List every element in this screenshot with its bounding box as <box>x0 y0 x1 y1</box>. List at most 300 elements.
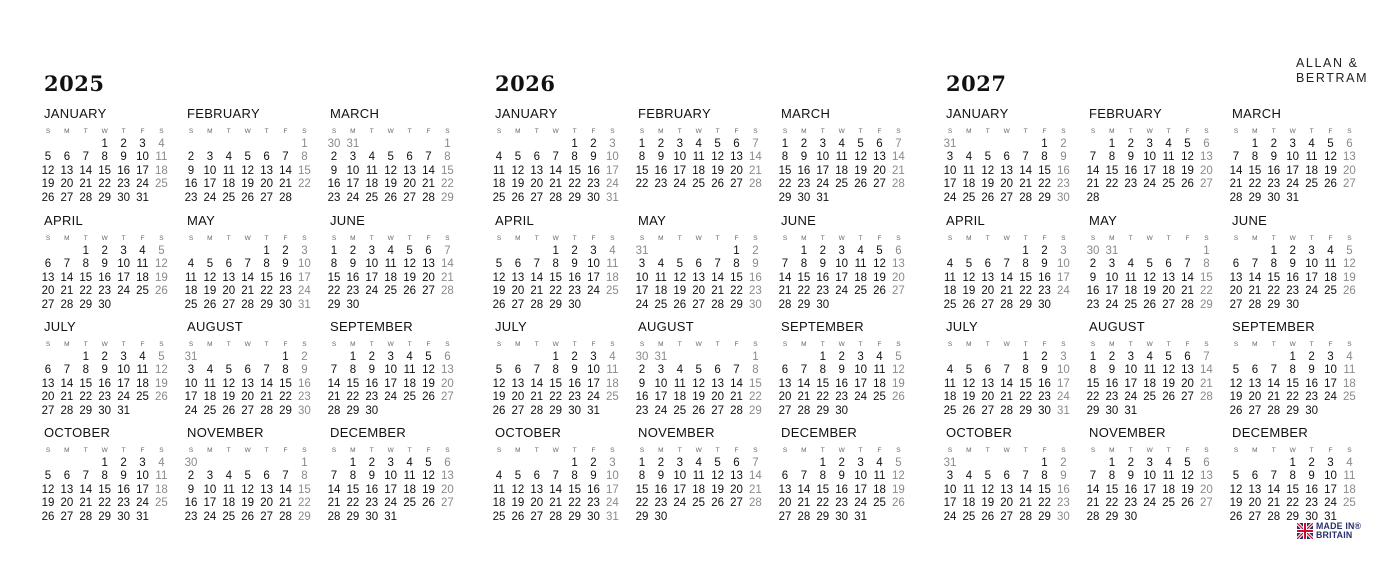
day-cell: 5 <box>495 258 503 271</box>
day-cell: 19 <box>1229 497 1243 510</box>
day-cell: 15 <box>346 483 360 496</box>
day-cell: 20 <box>41 285 55 298</box>
weekday-initial: S <box>445 341 450 348</box>
day-cell: 20 <box>711 391 724 404</box>
month-name: MARCH <box>1232 106 1282 121</box>
day-cell: 1 <box>1289 457 1296 469</box>
weekday-initial: T <box>226 447 231 454</box>
day-cell: 12 <box>384 164 398 177</box>
day-cell: 19 <box>962 285 976 298</box>
day-cell: 20 <box>891 271 905 284</box>
day-cell: 30 <box>365 510 379 523</box>
day-cell: 6 <box>1203 138 1210 150</box>
day-cell: 17 <box>1324 377 1337 390</box>
day-cell: 20 <box>692 285 706 298</box>
weekday-initial: T <box>83 235 88 242</box>
day-cell: 29 <box>778 191 792 204</box>
day-cell: 25 <box>136 285 149 298</box>
day-cell: 7 <box>330 470 338 483</box>
day-cell: 22 <box>327 285 341 298</box>
day-cell: 17 <box>384 377 398 390</box>
weekday-initial: S <box>302 447 307 454</box>
day-cell: 24 <box>346 191 360 204</box>
day-cell: 21 <box>440 271 454 284</box>
weekday-initial: T <box>572 128 577 135</box>
day-cell: 24 <box>816 178 830 191</box>
day-cell: 11 <box>155 151 168 164</box>
day-cell: 25 <box>943 404 957 417</box>
day-cell: 6 <box>895 245 902 257</box>
day-cell: 12 <box>854 151 867 164</box>
day-cell: 4 <box>1165 457 1172 469</box>
weekday-initial: S <box>188 235 194 242</box>
day-cell: 15 <box>1019 271 1032 284</box>
day-cell: 24 <box>654 404 668 417</box>
day-cell: 28 <box>327 404 341 417</box>
day-cell: 11 <box>962 164 975 177</box>
day-cell: 1 <box>552 351 559 363</box>
day-cell: 18 <box>943 285 957 298</box>
day-cell: 9 <box>101 364 108 377</box>
day-cell: 28 <box>260 404 273 417</box>
weekday-initial: T <box>1166 128 1171 135</box>
day-cell: 6 <box>263 151 270 164</box>
day-cell: 28 <box>530 404 544 417</box>
day-cell: 14 <box>711 271 724 284</box>
day-cell: 6 <box>263 470 270 483</box>
month-name: JANUARY <box>44 106 107 121</box>
day-cell: 21 <box>1181 285 1194 298</box>
day-cell: 18 <box>154 164 168 177</box>
day-cell: 22 <box>297 178 311 191</box>
day-cell: 17 <box>136 164 149 177</box>
day-cell: 12 <box>873 258 886 271</box>
day-cell: 25 <box>1143 391 1157 404</box>
day-cell: 21 <box>711 285 724 298</box>
day-cell: 4 <box>946 364 954 377</box>
day-cell: 4 <box>158 138 165 150</box>
day-cell: 26 <box>1229 404 1243 417</box>
day-cell: 25 <box>1162 178 1175 191</box>
day-cell: 6 <box>406 151 413 164</box>
day-cell: 24 <box>365 285 379 298</box>
day-cell: 27 <box>778 404 792 417</box>
day-cell: 21 <box>748 164 762 177</box>
day-cell: 21 <box>1229 178 1243 191</box>
day-cell: 26 <box>891 391 905 404</box>
day-cell: 9 <box>1060 151 1067 164</box>
weekday-initial: W <box>695 235 702 242</box>
weekday-initial: W <box>695 341 702 348</box>
day-cell: 10 <box>1105 271 1119 284</box>
day-cell: 29 <box>79 298 93 311</box>
weekday-initial: S <box>1061 128 1066 135</box>
day-cell: 31 <box>136 191 149 204</box>
day-cell: 7 <box>1022 470 1029 483</box>
day-cell: 7 <box>1022 151 1029 164</box>
day-cell: 31 <box>346 138 360 150</box>
day-cell: 7 <box>1270 470 1277 483</box>
weekday-initial: M <box>1109 235 1115 242</box>
day-cell: 17 <box>1056 271 1070 284</box>
day-cell: 10 <box>203 483 217 496</box>
day-cell: 9 <box>120 470 127 483</box>
weekday-initial: M <box>207 447 213 454</box>
day-cell: 2 <box>120 457 127 469</box>
weekday-initial: M <box>966 341 972 348</box>
day-cell: 24 <box>673 497 687 510</box>
weekday-initial: M <box>350 447 356 454</box>
month-name: DECEMBER <box>330 425 407 440</box>
day-cell: 5 <box>425 457 432 469</box>
day-cell: 23 <box>184 510 198 523</box>
weekday-initial: S <box>496 341 502 348</box>
day-cell: 6 <box>984 258 991 271</box>
day-cell: 29 <box>816 404 830 417</box>
day-cell: 12 <box>492 271 506 284</box>
day-cell: 21 <box>60 285 74 298</box>
day-cell: 24 <box>384 497 398 510</box>
day-cell: 8 <box>1041 151 1048 164</box>
day-cell: 24 <box>1056 285 1070 298</box>
day-cell: 3 <box>1327 351 1334 363</box>
day-cell: 7 <box>444 245 451 257</box>
weekday-initial: T <box>83 128 88 135</box>
day-cell: 23 <box>1038 391 1051 404</box>
day-cell: 14 <box>891 151 905 164</box>
day-cell: 26 <box>711 178 724 191</box>
day-cell: 15 <box>1105 164 1119 177</box>
day-cell: 24 <box>117 285 130 298</box>
weekday-initial: T <box>1023 447 1028 454</box>
day-cell: 14 <box>327 483 341 496</box>
day-cell: 9 <box>1089 271 1097 284</box>
day-cell: 15 <box>816 377 830 390</box>
day-cell: 8 <box>1022 258 1029 271</box>
day-cell: 19 <box>241 497 255 510</box>
day-cell: 2 <box>187 470 195 483</box>
day-cell: 18 <box>1124 285 1138 298</box>
day-cell: 18 <box>873 377 886 390</box>
day-cell: 30 <box>117 191 130 204</box>
day-cell: 12 <box>41 483 55 496</box>
day-cell: 18 <box>692 483 706 496</box>
day-cell: 9 <box>1289 258 1296 271</box>
weekday-initial: W <box>1289 447 1296 454</box>
day-cell: 21 <box>891 164 905 177</box>
month-name: MAY <box>1089 213 1118 228</box>
day-cell: 9 <box>752 258 759 271</box>
month-name: SEPTEMBER <box>330 319 413 334</box>
day-cell: 17 <box>384 483 398 496</box>
weekday-initial: T <box>534 235 539 242</box>
day-cell: 3 <box>120 351 127 363</box>
day-cell: 25 <box>605 285 619 298</box>
day-cell: 1 <box>263 245 270 257</box>
day-cell: 22 <box>1019 285 1032 298</box>
day-cell: 9 <box>301 364 308 377</box>
day-cell: 11 <box>944 271 956 284</box>
weekday-initial: T <box>1166 341 1171 348</box>
day-cell: 23 <box>1286 285 1300 298</box>
day-cell: 13 <box>778 483 792 496</box>
month-name: OCTOBER <box>946 425 1013 440</box>
day-cell: 6 <box>425 245 432 257</box>
day-cell: 26 <box>422 497 435 510</box>
day-cell: 7 <box>552 470 559 483</box>
day-cell: 20 <box>981 285 995 298</box>
day-cell: 9 <box>1060 470 1067 483</box>
weekday-initial: T <box>1309 128 1314 135</box>
day-cell: 7 <box>533 258 540 271</box>
weekday-initial: W <box>838 341 845 348</box>
day-cell: 21 <box>1019 178 1032 191</box>
day-cell: 17 <box>605 164 619 177</box>
day-cell: 2 <box>838 351 845 363</box>
day-cell: 5 <box>984 151 991 164</box>
day-cell: 7 <box>330 364 338 377</box>
day-cell: 20 <box>1248 391 1262 404</box>
weekday-initial: F <box>1185 341 1190 348</box>
weekday-initial: W <box>244 447 251 454</box>
weekday-initial: T <box>1271 235 1276 242</box>
weekday-initial: T <box>820 235 825 242</box>
day-cell: 18 <box>692 164 706 177</box>
day-cell: 2 <box>101 351 108 363</box>
day-cell: 5 <box>1146 258 1153 271</box>
day-cell: 23 <box>1086 298 1100 311</box>
day-cell: 5 <box>44 470 52 483</box>
weekday-initial: F <box>734 341 739 348</box>
day-cell: 2 <box>330 151 338 164</box>
day-cell: 17 <box>203 178 217 191</box>
day-cell: 19 <box>222 391 236 404</box>
day-cell: 2 <box>1127 138 1134 150</box>
weekday-initial: S <box>1347 235 1352 242</box>
weekday-initial: F <box>140 128 145 135</box>
day-cell: 8 <box>301 470 308 483</box>
day-cell: 6 <box>1003 151 1010 164</box>
day-cell: 11 <box>606 258 619 271</box>
day-cell: 12 <box>422 470 435 483</box>
weekday-initial: F <box>877 235 882 242</box>
day-cell: 5 <box>158 351 165 363</box>
day-cell: 30 <box>346 298 360 311</box>
day-cell: 27 <box>511 404 525 417</box>
day-cell: 23 <box>117 497 130 510</box>
day-cell: 9 <box>571 258 578 271</box>
day-cell: 28 <box>79 191 93 204</box>
weekday-initial: F <box>591 128 596 135</box>
day-cell: 6 <box>1346 138 1353 150</box>
weekday-initial: F <box>734 128 739 135</box>
day-cell: 15 <box>1267 271 1281 284</box>
day-cell: 20 <box>530 497 544 510</box>
day-cell: 30 <box>1038 404 1051 417</box>
weekday-initial: F <box>877 128 882 135</box>
weekday-initial: T <box>1271 341 1276 348</box>
day-cell: 16 <box>98 377 112 390</box>
day-cell: 1 <box>571 457 578 469</box>
day-cell: 25 <box>692 178 706 191</box>
day-cell: 15 <box>327 271 341 284</box>
day-cell: 19 <box>854 164 867 177</box>
day-cell: 29 <box>1038 191 1051 204</box>
day-cell: 17 <box>943 497 957 510</box>
day-cell: 5 <box>984 470 991 483</box>
day-cell: 17 <box>203 497 217 510</box>
day-cell: 9 <box>838 470 845 483</box>
weekday-initial: F <box>140 447 145 454</box>
day-cell: 8 <box>101 151 108 164</box>
day-cell: 12 <box>711 151 724 164</box>
day-cell: 26 <box>492 404 506 417</box>
day-cell: 14 <box>327 377 341 390</box>
month-name: APRIL <box>946 213 986 228</box>
day-cell: 16 <box>1305 377 1318 390</box>
day-cell: 24 <box>384 391 398 404</box>
day-cell: 3 <box>609 138 616 150</box>
day-cell: 27 <box>260 191 273 204</box>
day-cell: 4 <box>838 138 845 150</box>
day-cell: 16 <box>835 377 849 390</box>
weekday-initial: F <box>1042 235 1047 242</box>
day-cell: 1 <box>1041 138 1048 150</box>
day-cell: 11 <box>692 470 705 483</box>
day-cell: 27 <box>1000 510 1014 523</box>
day-cell: 3 <box>590 245 597 257</box>
day-cell: 30 <box>748 298 762 311</box>
day-cell: 2 <box>590 138 597 150</box>
weekday-initial: W <box>387 235 394 242</box>
day-cell: 25 <box>1124 298 1138 311</box>
day-cell: 7 <box>533 364 540 377</box>
day-cell: 1 <box>82 351 89 363</box>
day-cell: 16 <box>1267 164 1281 177</box>
day-cell: 25 <box>873 391 886 404</box>
weekday-initial: F <box>283 447 288 454</box>
day-cell: 22 <box>346 391 360 404</box>
day-cell: 21 <box>549 178 563 191</box>
day-cell: 5 <box>1184 138 1191 150</box>
day-cell: 19 <box>891 377 905 390</box>
day-cell: 17 <box>346 178 360 191</box>
day-cell: 20 <box>730 164 743 177</box>
weekday-initial: S <box>753 235 758 242</box>
day-cell: 22 <box>549 285 563 298</box>
day-cell: 12 <box>241 164 255 177</box>
weekday-initial: S <box>947 235 953 242</box>
day-cell: 22 <box>568 178 581 191</box>
day-cell: 9 <box>1127 151 1134 164</box>
day-cell: 3 <box>301 245 308 257</box>
day-cell: 27 <box>422 285 435 298</box>
day-cell: 30 <box>279 298 292 311</box>
day-cell: 8 <box>1289 364 1296 377</box>
day-cell: 13 <box>981 377 995 390</box>
day-cell: 11 <box>873 364 886 377</box>
day-cell: 24 <box>1286 178 1300 191</box>
day-cell: 28 <box>279 191 292 204</box>
day-cell: 17 <box>673 164 687 177</box>
weekday-initial: W <box>101 235 108 242</box>
day-cell: 19 <box>981 497 995 510</box>
weekday-initial: W <box>552 341 559 348</box>
day-cell: 23 <box>98 391 112 404</box>
weekday-initial: F <box>1185 447 1190 454</box>
day-cell: 19 <box>891 483 905 496</box>
month-name: APRIL <box>495 213 535 228</box>
weekday-initial: T <box>677 235 682 242</box>
day-cell: 14 <box>260 377 273 390</box>
day-cell: 29 <box>98 191 112 204</box>
day-cell: 20 <box>1342 164 1356 177</box>
day-cell: 22 <box>730 285 743 298</box>
day-cell: 27 <box>511 298 525 311</box>
day-cell: 17 <box>297 271 311 284</box>
day-cell: 2 <box>101 245 108 257</box>
day-cell: 15 <box>1105 483 1119 496</box>
weekday-initial: W <box>101 128 108 135</box>
day-cell: 11 <box>1343 364 1356 377</box>
day-cell: 4 <box>676 364 683 377</box>
weekday-initial: T <box>985 447 990 454</box>
day-cell: 12 <box>41 164 55 177</box>
day-cell: 23 <box>327 191 341 204</box>
day-cell: 2 <box>1060 138 1067 150</box>
day-cell: 29 <box>346 404 360 417</box>
day-cell: 2 <box>752 245 759 257</box>
day-cell: 7 <box>263 364 270 377</box>
weekday-initial: F <box>426 235 431 242</box>
day-cell: 24 <box>635 298 649 311</box>
day-cell: 1 <box>301 457 308 469</box>
day-cell: 8 <box>263 258 270 271</box>
day-cell: 17 <box>117 377 130 390</box>
weekday-initial: T <box>1023 235 1028 242</box>
weekday-initial: W <box>101 447 108 454</box>
day-cell: 6 <box>984 364 991 377</box>
day-cell: 4 <box>1308 138 1315 150</box>
weekday-initial: T <box>572 447 577 454</box>
weekday-initial: S <box>445 235 450 242</box>
day-cell: 21 <box>797 391 811 404</box>
day-cell: 30 <box>816 298 830 311</box>
day-cell: 6 <box>1232 258 1240 271</box>
day-cell: 19 <box>422 377 435 390</box>
weekday-initial: S <box>188 341 194 348</box>
day-cell: 26 <box>711 497 724 510</box>
day-cell: 5 <box>1327 138 1334 150</box>
day-cell: 21 <box>1019 497 1032 510</box>
weekday-initial: S <box>1204 235 1209 242</box>
weekday-initial: W <box>838 128 845 135</box>
day-cell: 12 <box>1324 151 1337 164</box>
day-cell: 8 <box>349 364 357 377</box>
day-cell: 24 <box>136 497 149 510</box>
day-cell: 13 <box>440 364 454 377</box>
weekday-initial: S <box>159 447 164 454</box>
day-cell: 20 <box>440 483 454 496</box>
weekday-initial: T <box>1309 341 1314 348</box>
day-cell: 3 <box>638 258 646 271</box>
day-cell: 14 <box>279 164 292 177</box>
day-cell: 5 <box>895 351 902 363</box>
day-cell: 7 <box>895 138 902 150</box>
month-name: JANUARY <box>495 106 558 121</box>
day-cell: 16 <box>365 377 379 390</box>
day-cell: 14 <box>279 483 292 496</box>
